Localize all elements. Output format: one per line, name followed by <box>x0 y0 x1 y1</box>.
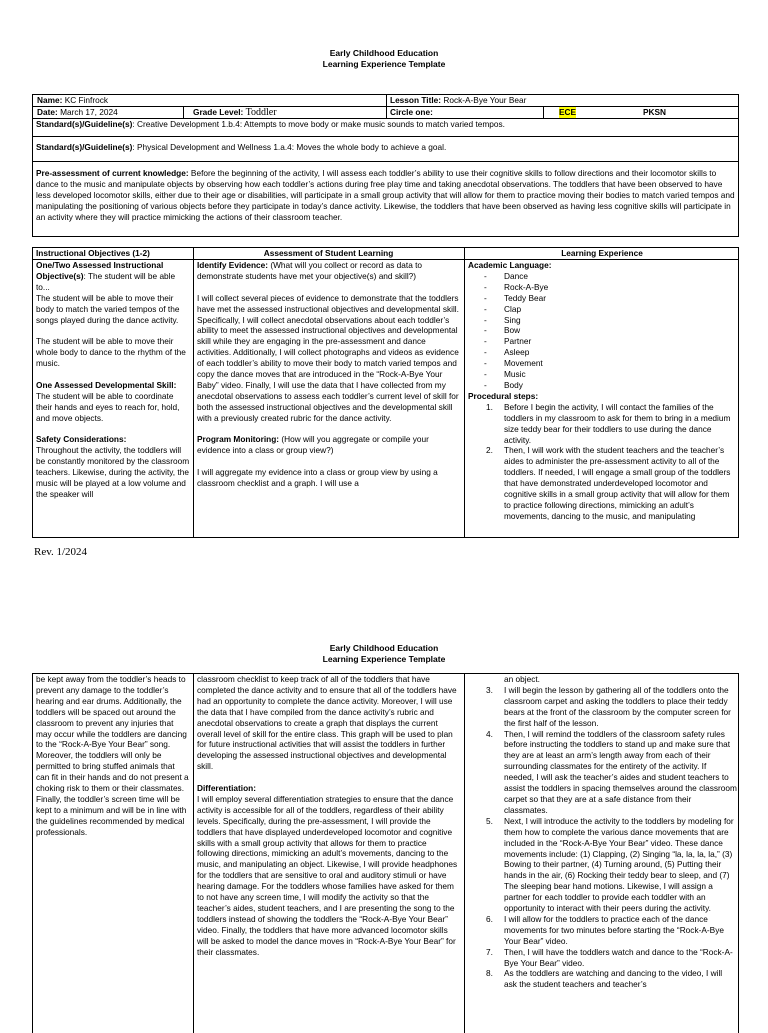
safety-label: Safety Considerations: <box>36 434 127 445</box>
objectives-column: One/Two Assessed Instructional Objective(s): The student will be able to... The student will be able to move their body to match the varied tempos of the songs played during the dance activity. The student will be able to move their whole body to dance to the rhythm of the music. One Assessed Developmental Skill: The student will be able to coordinate their hands and eyes to reach for, hold, and move objects. Safety Considerations: Throughout the activity, the toddlers will be constantly monitored by the classroom teachers. Likewise, during the activity, the music will be played at a low volume and the speaker will <box>36 260 190 499</box>
step-4: 4. Then, I will remind the toddlers of the classroom safety rules before instructing the toddlers to stand up and make sure that they are at least an arm’s length away from each of their surrounding classmates for the entirety of the activity. If needed, I will ask the teacher’s aides and student teachers to assist the toddlers in spacing themselves around the classroom carpet so that they are at a safe distance from their classmates. <box>486 728 737 815</box>
dev-skill-text: The student will be able to coordinate their hands and eyes to reach for, hold, and move objects. <box>36 390 180 423</box>
differentiation-label: Differentiation: <box>197 783 256 794</box>
page-title: Early Childhood Education <box>329 48 439 58</box>
vocab-item: - Dance <box>484 271 737 282</box>
procedural-steps-label: Procedural steps: <box>468 390 539 401</box>
step-6: 6. I will allow for the toddlers to practice each of the dance movements for two minutes before starting the “Rock-A-Bye Your Bear” video. <box>486 913 724 946</box>
col1-header: Instructional Objectives (1-2) <box>36 248 150 258</box>
name-value: KC Finfrock <box>64 95 109 105</box>
step-5: 5. Next, I will introduce the activity to the toddlers by modeling for them how to complete the various dance movements that are included in the “Rock-A-Bye Your Bear” video. These dance movements include: (1) Clapping, (2) Singing “la, la, la, la,” (3) Bowing to their partner, (4) Turning around, (5) Putting their hands in the air, (6) Rocking their teddy bear to sleep, and (7) The sleeping bear hand motions. Likewise, I will assign a partner for each toddler to provide each toddler with an opportunity to interact with their peers during the activity. <box>486 815 734 914</box>
col2-header: Assessment of Student Learning <box>263 248 394 258</box>
standard-1-text: : Creative Development 1.b.4: Attempts to move body or make music sounds to match varied tempos. <box>132 119 505 129</box>
step-2-cont: an object. <box>504 674 540 684</box>
step-8: 8. As the toddlers are watching and dancing to the video, I will ask the student teachers and teacher’s <box>486 968 723 990</box>
lesson-table-page1 <box>32 247 739 538</box>
safety-text-p2: be kept away from the toddler’s heads to prevent any damage to the toddler’s hearing and ear drums. Additionally, the toddlers will be spaced out around the classroom to prevent any injuries that may occur while the toddlers are dancing to the “Rock-A-Bye Your Bear” song. Moreover, the toddlers will only be permitted to bring stuffed animals that can fit in their hands and do not present a choking risk to them or their classmates. Finally, the toddler’s screen time will be kept to a minimum and will be in line with the guidelines recommended by medical professionals. <box>36 674 189 837</box>
differentiation-text: I will employ several differentiation strategies to ensure that the dance activity is accessible for all of the toddlers, regardless of their ability levels. Specifically, during the pre-assessment, I will provide the toddlers that have displayed underdeveloped locomotor and cognitive skills with a small group activity that allows for them to practice following directions, mimicking an adult’s movements, dancing to the music, and manipulating an object. Likewise, I will provide headphones for the toddlers that are sensitive to oral and auditory stimuli or have hearing damage. For the toddlers whose families have asked for them to not have any screen time, I will modify the activity so that the teacher’s aides, student teachers, and I are presenting the song to the toddlers instead of showing the toddlers the “Rock-A-Bye Your Bear” video. Finally, the toddlers that have more advanced locomotor skills will be asked to model the dance moves in “Rock-A-Bye Your Bear” for their classmates. <box>197 793 458 957</box>
step-3: 3. I will begin the lesson by gathering all of the toddlers onto the classroom carpet and asking the toddlers to place their teddy bears at the front of the classroom by the computer screen for the first half of the lesson. <box>486 684 731 728</box>
learning-column <box>465 260 739 538</box>
safety-text-p1: Throughout the activity, the toddlers will be constantly monitored by the classroom teachers. Likewise, during the activity, the music will be played at a low volume and the speaker will <box>36 445 190 499</box>
info-table <box>32 94 739 237</box>
page-subtitle: Learning Experience Template <box>322 59 446 69</box>
vocab-item: - Music <box>484 369 737 380</box>
vocab-item: - Teddy Bear <box>484 293 737 304</box>
revision-label: Rev. 1/2024 <box>34 546 88 558</box>
vocab-item: - Bow <box>484 325 737 336</box>
standard-2-text: : Physical Development and Wellness 1.a.4: Moves the whole body to achieve a goal. <box>132 142 447 152</box>
objectives-column-cont <box>33 674 193 1033</box>
vocab-item: - Body <box>484 380 737 391</box>
circle-option-pksn[interactable]: PKSN <box>643 107 667 117</box>
dev-skill-label: One Assessed Developmental Skill: <box>36 379 177 390</box>
vocab-list <box>468 271 737 391</box>
step-1: 1. Before I begin the activity, I will contact the families of the toddlers in my classroom to ask for them to bring in a medium size teddy bear for their toddlers to use during the dance activity. <box>486 401 731 445</box>
vocab-item: - Rock-A-Bye <box>484 282 737 293</box>
assessment-column-cont <box>194 674 464 1033</box>
date-row: Date: March 17, 2024 Grade Level: Toddler Circle one: ECE PKSN <box>33 107 738 119</box>
pre-assessment: Pre-assessment of current knowledge: Before the beginning of the activity, I will assess each toddler’s ability to use their cognitive skills to follow directions and their locomotor skills to dance to the music and manipulate objects by observing how each toddler’s actions during free play time and taking anecdotal observations. The toddlers that have been observed to have less developed locomotor skills, either due to their age or disabilities, will participate in a small group activity that will allow for them to practice moving their bodies to match varied tempos and manipulating the positioning of various objects before they participate in today’s dance activity. Likewise, the toddlers that have been observed as having less cognitive skills will participate in an activity where they will practice mimicking the actions of their classroom teacher. <box>36 168 735 222</box>
vocab-item: - Movement <box>484 358 737 369</box>
circle-option-ece[interactable]: ECE <box>559 107 577 117</box>
learning-column-cont <box>465 674 739 1033</box>
vocab-item: - Sing <box>484 315 737 326</box>
steps-list-cont <box>468 674 737 990</box>
col3-header: Learning Experience <box>561 248 643 258</box>
lesson-table-page2 <box>32 673 739 1033</box>
vocab-item: - Partner <box>484 336 737 347</box>
objective-2: The student will be able to move their whole body to dance to the rhythm of the music. <box>36 336 186 369</box>
page-title-2: Early Childhood Education <box>329 643 439 653</box>
objective-1: The student will be able to move their body to match the varied tempos of the songs played during the dance activity. <box>36 292 180 325</box>
academic-language-label: Academic Language: <box>468 260 552 270</box>
steps-list <box>468 402 737 522</box>
page-subtitle-2: Learning Experience Template <box>322 654 446 664</box>
vocab-item: - Asleep <box>484 347 737 358</box>
vocab-item: - Clap <box>484 304 737 315</box>
step-7: 7. Then, I will have the toddlers watch and dance to the “Rock-A-Bye Your Bear” video. <box>486 946 733 968</box>
assessment-column: Identify Evidence: (What will you collect or record as data to demonstrate students have met your objective(s) and skill?) I will collect several pieces of evidence to demonstrate that the toddlers have met the assessed instructional objectives and developmental skill. Specifically, I will collect anecdotal observations about each toddler’s ability to meet the assessed instructional objectives and developmental skill while they are engaging in the pre-assessment and dance activities. Additionally, I will collect photographs and videos as evidence of each toddler’s ability to move their body to match varied tempos and copy the dance moves that are introduced in the “Rock-A-Bye Your Baby” video. Finally, I will use the data that I have collected from my anecdotal observations to assess each toddler’s current level of skill for both the assessed instructional objectives and the developmental skill with a previously created rubric for the dance activity. Program Monitoring: (How will you aggregate or compile your evidence into a class or group view?) I will aggregate my evidence into a class or group view by using a classroom checklist and a graph. I will use a <box>194 260 464 538</box>
standard-row-2: Standard(s)/Guideline(s): Physical Development and Wellness 1.a.4: Moves the whole body to achieve a goal. <box>33 137 738 162</box>
program-monitoring-p2: classroom checklist to keep track of all of the toddlers that have completed the dance activity and to ensure that all of the toddlers have had an opportunity to complete the dance activity. Moreover, I will use the data that I have compiled from the dance activity’s rubric and anecdotal observations to create a graph that displays the current overall level of skill for the entire class. This graph will be used to plan for future instructional activities that will assist the toddlers in further developing the assessed instructional objectives and developmental skill. <box>197 674 457 772</box>
grade-value: Toddler <box>245 107 277 118</box>
standard-row-1: Standard(s)/Guideline(s): Creative Development 1.b.4: Attempts to move body or make music sounds to match varied tempos. <box>33 119 738 137</box>
date-value: March 17, 2024 <box>60 107 118 117</box>
program-monitoring-p1: I will aggregate my evidence into a class or group view by using a classroom checklist and a graph. I will use a <box>197 467 438 489</box>
pre-assessment-text: Before the beginning of the activity, I will assess each toddler’s ability to use their cognitive skills to follow directions and their locomotor skills to dance to the music and manipulate objects by observing how each toddler’s actions during free play time and taking anecdotal observations. The toddlers that have been observed to have less developed locomotor skills, either due to their age or disabilities, will participate in a small group activity that will allow for them to practice moving their bodies to match varied tempos and manipulating the positioning of various objects before they participate in today’s dance activity. Likewise, the toddlers that have been observed as having less cognitive skills will participate in an activity where they will practice mimicking the actions of their classroom teacher. <box>36 168 735 222</box>
lesson-title-value: Rock-A-Bye Your Bear <box>443 95 527 105</box>
step-2: 2. Then, I will work with the student teachers and the teacher’s aides to administer the pre-assessment activity to all of the toddlers. If needed, I will engage a small group of the toddlers that have demonstrated underdeveloped locomotor and cognitive skills in a small group activity that will allow for them to practice following directions, mimicking an adult’s movements, dancing to the music, and manipulating <box>486 445 731 521</box>
evidence-text: I will collect several pieces of evidence to demonstrate that the toddlers have met the assessed instructional objectives and developmental skill. Specifically, I will collect anecdotal observations about each toddler’s ability to meet the assessed instructional objectives and developmental skill while they are engaging in the pre-assessment and dance activities. Additionally, I will collect photographs and videos as evidence of each toddler’s ability to move their body to match varied tempos and copy the dance moves that are introduced in the “Rock-A-Bye Your Baby” video. Finally, I will use the data that I have collected from my anecdotal observations to assess each toddler’s current level of skill for both the assessed instructional objectives and the developmental skill with a previously created rubric for the dance activity. <box>197 292 459 423</box>
name-row: Name: KC Finfrock Lesson Title: Rock-A-Bye Your Bear <box>33 95 738 107</box>
